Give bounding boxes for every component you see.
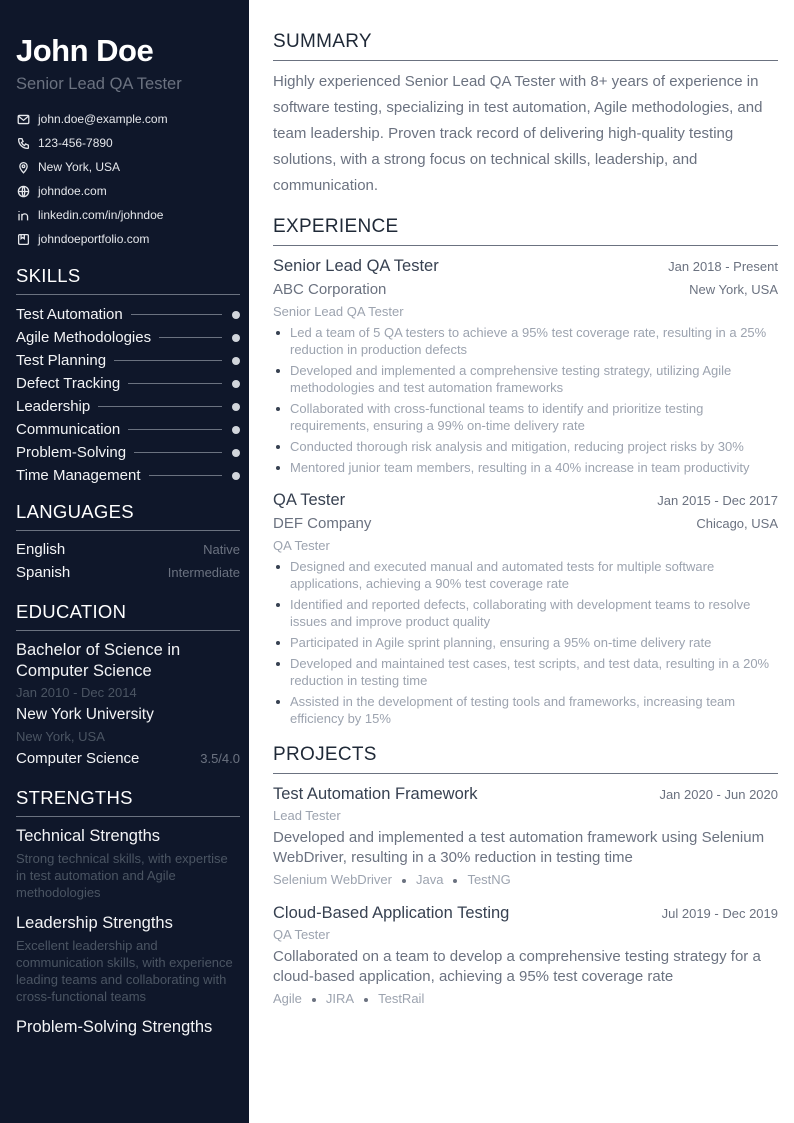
job-role: Senior Lead QA Tester (273, 304, 404, 319)
skill-item (16, 464, 240, 487)
skills-heading: SKILLS (16, 265, 240, 295)
tag-separator (312, 998, 316, 1002)
sidebar (0, 0, 249, 1123)
job-position: QA Tester (273, 491, 346, 509)
education-school: New York University (16, 706, 154, 723)
strengths-section (16, 787, 240, 1038)
education-section (16, 601, 240, 770)
job-role: QA Tester (273, 538, 330, 553)
skill-label: Leadership (16, 398, 91, 415)
language-level: Intermediate (167, 565, 240, 580)
project-item (273, 782, 778, 889)
project-role: QA Tester (273, 927, 330, 942)
main-content (249, 0, 794, 1123)
job-bullet: Developed and maintained test cases, test scripts, and test data, resulting in a 20% reduction in testing time (273, 655, 778, 689)
project-tag: TestRail (378, 991, 425, 1006)
contact-location-text: New York, USA (38, 160, 121, 174)
experience-item (273, 488, 778, 727)
tag-separator (453, 879, 457, 883)
strength-title: Problem-Solving Strengths (16, 1018, 213, 1036)
education-gpa: 3.5/4.0 (200, 751, 240, 766)
project-item (273, 901, 778, 1008)
skill-line (159, 337, 222, 338)
skill-item (16, 326, 240, 349)
job-dates: Jan 2015 - Dec 2017 (657, 493, 778, 508)
language-name: Spanish (16, 564, 71, 581)
skill-line (114, 360, 222, 361)
summary-text: Highly experienced Senior Lead QA Tester with 8+ years of experience in software testing, specializing in test automation, Agile methodologies, and team leadership. Proven track record of delivering high-quality testing solutions, with a strong focus on technical skills, leadership, and communication. (273, 73, 763, 194)
skill-item (16, 418, 240, 441)
strength-item (16, 912, 240, 1005)
job-location: Chicago, USA (696, 516, 778, 531)
contact-phone-text: 123-456-7890 (38, 136, 113, 150)
project-tags (273, 871, 778, 889)
strength-desc: Strong technical skills, with expertise in test automation and Agile methodologies (16, 851, 228, 900)
skill-label: Test Automation (16, 306, 123, 323)
job-bullet: Mentored junior team members, resulting in a 40% increase in team productivity (273, 459, 778, 476)
job-bullet: Participated in Agile sprint planning, ensuring a 95% on-time delivery rate (273, 634, 778, 651)
mail-icon (16, 112, 30, 126)
language-name: English (16, 541, 66, 558)
skill-item (16, 372, 240, 395)
summary-section (273, 30, 778, 199)
job-bullet: Led a team of 5 QA testers to achieve a 95% test coverage rate, resulting in a 25% reduction in production defects (273, 324, 778, 358)
job-bullets (273, 324, 778, 476)
strengths-heading: STRENGTHS (16, 787, 240, 817)
tag-separator (402, 879, 406, 883)
skill-line (149, 475, 223, 476)
job-bullets (273, 558, 778, 727)
job-bullet: Designed and executed manual and automated tests for multiple software applications, achieving a 90% test coverage rate (273, 558, 778, 592)
contact-portfolio-text: johndoeportfolio.com (38, 232, 150, 246)
project-dates: Jul 2019 - Dec 2019 (661, 906, 778, 921)
job-bullet: Conducted thorough risk analysis and mitigation, reducing project risks by 30% (273, 438, 778, 455)
project-name: Test Automation Framework (273, 785, 478, 803)
skill-dot (232, 357, 240, 365)
job-company: DEF Company (273, 515, 372, 532)
candidate-title: Senior Lead QA Tester (16, 75, 182, 93)
projects-heading: PROJECTS (273, 743, 778, 774)
skill-label: Problem-Solving (16, 444, 127, 461)
project-desc: Developed and implemented a test automation framework using Selenium WebDriver, resulting in a 30% reduction in testing time (273, 829, 765, 866)
language-item (16, 561, 240, 584)
education-location: New York, USA (16, 729, 105, 744)
project-desc: Collaborated on a team to develop a comprehensive testing strategy for a cloud-based application, achieving a 95% test coverage rate (273, 948, 761, 985)
location-icon (16, 160, 30, 174)
job-bullet: Assisted in the development of testing tools and frameworks, increasing team efficiency by 15% (273, 693, 778, 727)
phone-icon (16, 136, 30, 150)
skill-dot (232, 403, 240, 411)
skill-item (16, 303, 240, 326)
tag-separator (364, 998, 368, 1002)
portfolio-icon (16, 232, 30, 246)
skills-list (16, 303, 240, 487)
contact-website-text: johndoe.com (38, 184, 107, 198)
skill-line (128, 429, 222, 430)
strength-item (16, 1016, 240, 1038)
contact-linkedin-text: linkedin.com/in/johndoe (38, 208, 164, 222)
job-dates: Jan 2018 - Present (668, 259, 778, 274)
project-tag: Selenium WebDriver (273, 872, 392, 887)
summary-heading: SUMMARY (273, 30, 778, 61)
project-dates: Jan 2020 - Jun 2020 (659, 787, 778, 802)
skill-label: Test Planning (16, 352, 107, 369)
contact-portfolio[interactable] (16, 227, 240, 251)
skill-dot (232, 380, 240, 388)
linkedin-icon (16, 208, 30, 222)
skill-label: Time Management (16, 467, 141, 484)
strength-title: Technical Strengths (16, 827, 160, 845)
skill-dot (232, 334, 240, 342)
education-dates: Jan 2010 - Dec 2014 (16, 685, 137, 700)
skill-line (131, 314, 222, 315)
job-bullet: Identified and reported defects, collaborating with development teams to resolve issues and improve product quality (273, 596, 778, 630)
skill-label: Defect Tracking (16, 375, 121, 392)
skill-line (128, 383, 222, 384)
education-degree: Bachelor of Science in Computer Science (16, 641, 181, 680)
project-name: Cloud-Based Application Testing (273, 904, 510, 922)
strength-item (16, 825, 240, 901)
skill-dot (232, 472, 240, 480)
skill-dot (232, 311, 240, 319)
skill-dot (232, 449, 240, 457)
project-tag: JIRA (325, 991, 355, 1006)
skill-item (16, 441, 240, 464)
languages-section (16, 501, 240, 584)
languages-heading: LANGUAGES (16, 501, 240, 531)
skill-label: Agile Methodologies (16, 329, 152, 346)
project-role: Lead Tester (273, 808, 341, 823)
projects-section (273, 743, 778, 1008)
skill-item (16, 395, 240, 418)
job-company: ABC Corporation (273, 281, 387, 298)
contact-location (16, 155, 240, 179)
job-bullet: Developed and implemented a comprehensive testing strategy, utilizing Agile methodologies and test automation frameworks (273, 362, 778, 396)
skill-line (98, 406, 222, 407)
job-bullet: Collaborated with cross-functional teams to identify and prioritize testing requirements, ensuring a 99% on-time delivery rate (273, 400, 778, 434)
job-location: New York, USA (689, 282, 778, 297)
education-heading: EDUCATION (16, 601, 240, 631)
job-position: Senior Lead QA Tester (273, 257, 439, 275)
contact-list (16, 107, 240, 251)
skill-line (134, 452, 222, 453)
education-field: Computer Science (16, 750, 140, 767)
globe-icon (16, 184, 30, 198)
skills-section (16, 265, 240, 487)
skill-label: Communication (16, 421, 121, 438)
strength-desc: Excellent leadership and communication skills, with experience leading teams and collaborating with cross-functional teams (16, 938, 233, 1004)
skill-item (16, 349, 240, 372)
contact-email[interactable] (16, 107, 240, 131)
language-level: Native (203, 542, 240, 557)
skill-dot (232, 426, 240, 434)
contact-website[interactable] (16, 179, 240, 203)
project-tag: TestNG (467, 872, 511, 887)
language-item (16, 538, 240, 561)
project-tag: Agile (273, 991, 302, 1006)
project-tags (273, 990, 778, 1008)
contact-phone[interactable] (16, 131, 240, 155)
experience-section (273, 215, 778, 727)
contact-email-text: john.doe@example.com (38, 112, 168, 126)
education-field-row (16, 748, 240, 770)
candidate-name: John Doe (16, 33, 154, 68)
experience-heading: EXPERIENCE (273, 215, 778, 246)
project-tag: Java (415, 872, 444, 887)
strength-title: Leadership Strengths (16, 914, 173, 932)
experience-item (273, 254, 778, 476)
contact-linkedin[interactable] (16, 203, 240, 227)
